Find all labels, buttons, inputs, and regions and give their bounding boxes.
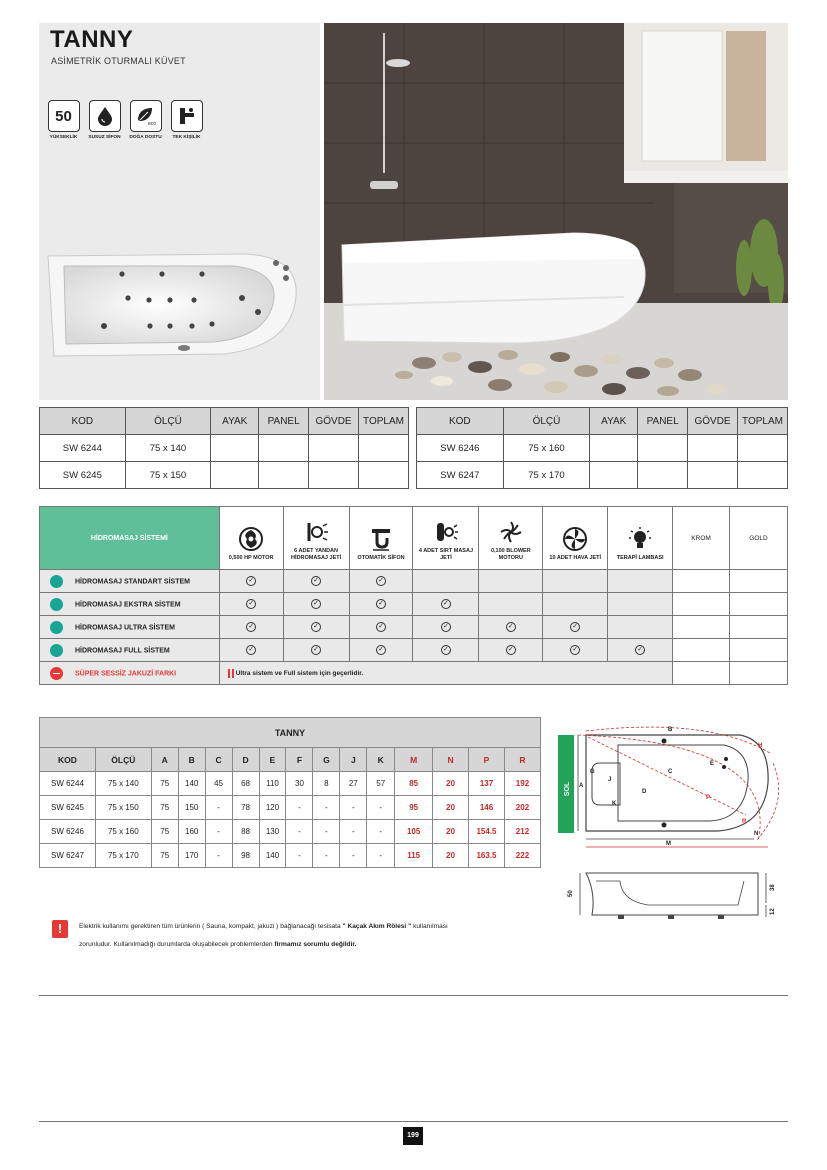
feature-single: TEK KİŞİLİK bbox=[168, 100, 205, 140]
feature-icons bbox=[45, 100, 205, 140]
svg-text:B: B bbox=[668, 727, 673, 733]
table-row: SW 6247 75 x 170 75 170 - 98 140 - - - - 115 20 163.5 222 bbox=[40, 844, 541, 868]
system-dot-icon bbox=[50, 575, 63, 588]
svg-text:R: R bbox=[742, 819, 747, 825]
col-krom: KROM bbox=[673, 507, 730, 570]
check-icon: ✓ bbox=[635, 645, 645, 655]
svg-text:G: G bbox=[590, 769, 595, 775]
svg-text:P: P bbox=[706, 795, 711, 801]
product-title: TANNY bbox=[50, 26, 134, 53]
feature-height: 50 YÜKSEKLİK bbox=[45, 100, 82, 140]
system-dot-icon bbox=[50, 621, 63, 634]
table-row: SW 6244 75 x 140 bbox=[40, 435, 409, 462]
blower-icon bbox=[498, 519, 524, 545]
hydro-row-extra: HİDROMASAJ EKSTRA SİSTEM ✓ ✓ ✓ ✓ bbox=[40, 593, 788, 616]
water-drop-icon bbox=[89, 100, 121, 132]
check-icon: ✓ bbox=[441, 645, 451, 655]
therapy-lamp-icon bbox=[627, 526, 653, 552]
check-icon: ✓ bbox=[441, 599, 451, 609]
svg-text:50: 50 bbox=[568, 890, 574, 897]
feature-eco: eco DOĞA DOSTU bbox=[127, 100, 164, 140]
side-jet-icon bbox=[303, 519, 329, 545]
hydro-row-ultra: HİDROMASAJ ULTRA SİSTEM ✓ ✓ ✓ ✓ ✓ ✓ bbox=[40, 616, 788, 639]
svg-text:12: 12 bbox=[770, 908, 776, 915]
price-table-2-header: KOD ÖLÇÜ AYAK PANEL GÖVDE TOPLAM bbox=[417, 408, 788, 435]
product-subtitle: ASİMETRİK OTURMALI KÜVET bbox=[51, 56, 186, 66]
svg-text:E: E bbox=[710, 761, 715, 767]
single-seat-icon bbox=[171, 100, 203, 132]
svg-text:C: C bbox=[668, 769, 673, 775]
siphon-icon bbox=[368, 526, 394, 552]
check-icon: ✓ bbox=[246, 645, 256, 655]
check-icon: ✓ bbox=[441, 622, 451, 632]
check-icon: ✓ bbox=[246, 622, 256, 632]
hydromassage-title: HİDROMASAJ SİSTEMİ bbox=[40, 507, 220, 570]
svg-text:M: M bbox=[666, 841, 671, 847]
table-row: SW 6247 75 x 170 bbox=[417, 462, 788, 489]
technical-drawing bbox=[558, 723, 788, 923]
col-side-jet: 6 ADET YANDAN HİDROMASAJ JETİ bbox=[283, 507, 349, 570]
check-icon: ✓ bbox=[376, 599, 386, 609]
bathroom-photo bbox=[324, 23, 788, 400]
page-number: 199 bbox=[403, 1127, 423, 1145]
hydromassage-table bbox=[39, 506, 788, 685]
table-row: SW 6246 75 x 160 75 160 - 88 130 - - - - 105 20 154.5 212 bbox=[40, 820, 541, 844]
warranty-50-icon: 50 bbox=[48, 100, 80, 132]
svg-text:D: D bbox=[642, 789, 647, 795]
footer-divider bbox=[39, 1121, 788, 1122]
check-icon: ✓ bbox=[376, 576, 386, 586]
check-icon: ✓ bbox=[246, 599, 256, 609]
dimensions-header: KOD ÖLÇÜ A B C D E F G J K M N P R bbox=[40, 748, 541, 772]
check-icon: ✓ bbox=[311, 645, 321, 655]
back-jet-icon bbox=[433, 519, 459, 545]
svg-text:H: H bbox=[758, 743, 763, 749]
system-dot-icon bbox=[50, 644, 63, 657]
table-row: SW 6246 75 x 160 bbox=[417, 435, 788, 462]
system-dot-icon bbox=[50, 598, 63, 611]
svg-text:eco: eco bbox=[147, 121, 156, 126]
hydro-row-full: HİDROMASAJ FULL SİSTEM ✓ ✓ ✓ ✓ ✓ ✓ ✓ bbox=[40, 639, 788, 662]
price-table-1-header: KOD ÖLÇÜ AYAK PANEL GÖVDE TOPLAM bbox=[40, 408, 409, 435]
check-icon: ✓ bbox=[311, 622, 321, 632]
col-back-jet: 4 ADET SIRT MASAJ JETİ bbox=[413, 507, 479, 570]
price-table-2 bbox=[416, 407, 788, 489]
silent-dot-icon bbox=[50, 667, 63, 680]
col-blower: 0,100 BLOWER MOTORU bbox=[479, 507, 543, 570]
table-row: SW 6245 75 x 150 75 150 - 78 120 - - - - 95 20 146 202 bbox=[40, 796, 541, 820]
svg-text:N: N bbox=[754, 831, 759, 837]
svg-text:J: J bbox=[608, 777, 612, 783]
svg-text:A: A bbox=[579, 783, 584, 789]
bathtub-top-view-image bbox=[44, 226, 300, 362]
svg-text:SOL: SOL bbox=[564, 781, 571, 797]
dimensions-table bbox=[39, 717, 541, 868]
check-icon: ✓ bbox=[570, 645, 580, 655]
electrical-warning: Elektrik kullanımı gerektiren tüm ürünlerin ( Sauna, kompakt, jakuzi ) bağlanacağı tesisata " Kaçak Akım Rölesi " kullanılması zorunludur. Kullanılmadığı durumlarda oluşabilecek problemlerden firmamız sorumlu değildir. bbox=[79, 923, 448, 948]
svg-text:38: 38 bbox=[770, 884, 776, 891]
col-siphon: OTOMATİK SİFON bbox=[349, 507, 413, 570]
col-air-jet: 10 ADET HAVA JETİ bbox=[543, 507, 608, 570]
check-icon: ✓ bbox=[506, 645, 516, 655]
table-row: SW 6244 75 x 140 75 140 45 68 110 30 8 27 57 85 20 137 192 bbox=[40, 772, 541, 796]
feature-siphon: SUSUZ SİFON bbox=[86, 100, 123, 140]
dimensions-title: TANNY bbox=[40, 718, 541, 748]
marker-icon bbox=[228, 669, 230, 678]
silent-note: Ultra sistem ve Full sistem için geçerlidir. bbox=[235, 669, 364, 677]
pump-motor-icon bbox=[238, 526, 264, 552]
check-icon: ✓ bbox=[311, 576, 321, 586]
col-gold: GOLD bbox=[730, 507, 788, 570]
hydro-row-silent: SÜPER SESSİZ JAKUZİ FARKI Ultra sistem ve Full sistem için geçerlidir. bbox=[40, 662, 788, 685]
exclamation-icon: ! bbox=[52, 920, 68, 938]
hydromassage-header-row bbox=[40, 507, 788, 570]
check-icon: ✓ bbox=[506, 622, 516, 632]
svg-text:K: K bbox=[612, 801, 617, 807]
price-table-1 bbox=[39, 407, 409, 489]
table-row: SW 6245 75 x 150 bbox=[40, 462, 409, 489]
check-icon: ✓ bbox=[376, 622, 386, 632]
check-icon: ✓ bbox=[376, 645, 386, 655]
check-icon: ✓ bbox=[311, 599, 321, 609]
check-icon: ✓ bbox=[570, 622, 580, 632]
divider bbox=[39, 995, 788, 996]
air-jet-icon bbox=[562, 526, 588, 552]
hydro-row-standard: HİDROMASAJ STANDART SİSTEM ✓ ✓ ✓ bbox=[40, 570, 788, 593]
col-motor: 0,500 HP MOTOR bbox=[219, 507, 283, 570]
check-icon: ✓ bbox=[246, 576, 256, 586]
col-therapy-lamp: TERAPİ LAMBASI bbox=[608, 507, 673, 570]
eco-leaf-icon bbox=[130, 100, 162, 132]
